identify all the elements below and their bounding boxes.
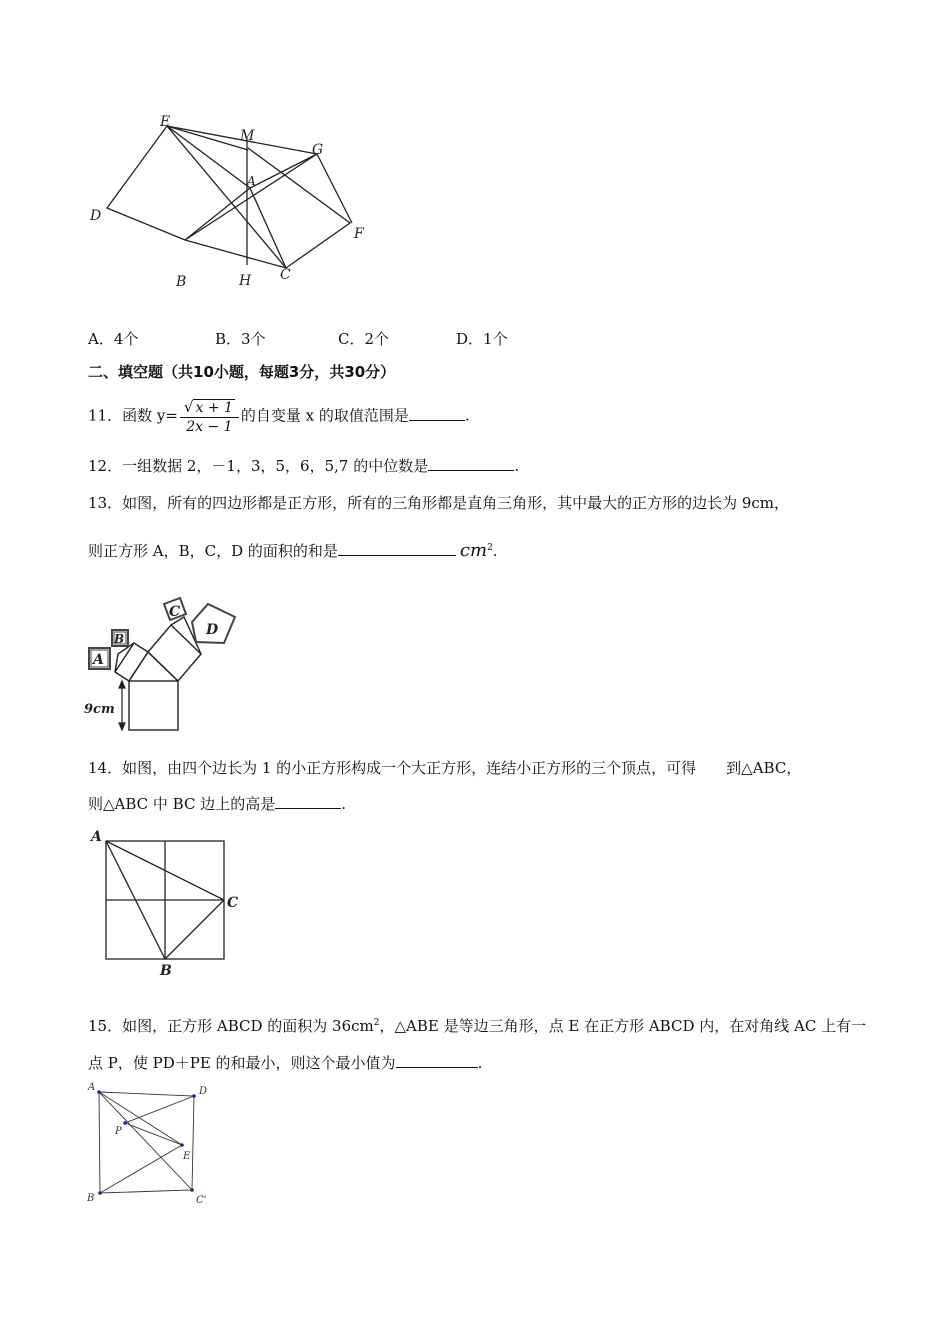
question-14-line1: 14．如图，由四个边长为 1 的小正方形构成一个大正方形，连结小正方形的三个顶点，可得 到△ABC，	[88, 759, 802, 777]
q10-option-d: D．1个	[456, 330, 508, 348]
fig10-label-e: E	[160, 114, 171, 130]
fig15-label-p: P	[115, 1126, 122, 1137]
fig10-label-f: F	[354, 226, 364, 242]
q11-suffix: 的自变量 x 的取值范围是	[240, 406, 409, 425]
fig10-label-m: M	[240, 128, 255, 144]
fig15-label-c: C'	[196, 1195, 207, 1206]
q11-answer-blank	[409, 405, 465, 421]
fig13-label-c: C	[169, 604, 181, 620]
question-15-line2	[88, 1052, 482, 1073]
question-14-line2	[88, 793, 346, 814]
q13-unit-sup: 2	[487, 543, 493, 553]
figure-q13-pythagoras-tree	[80, 592, 250, 737]
q15-answer-blank	[396, 1052, 478, 1068]
q13-line2-prefix: 则正方形 A，B，C，D 的面积的和是	[88, 542, 338, 560]
q12-text: 12．一组数据 2，－1，3，5，6，5,7 的中位数是	[88, 457, 429, 475]
fig15-label-a: A	[88, 1082, 96, 1093]
fig10-label-b: B	[176, 274, 187, 290]
fig13-label-a: A	[93, 652, 104, 668]
figure-q15-square-path	[82, 1078, 222, 1213]
q13-period: .	[492, 542, 498, 560]
q15-line1-sup: 2	[373, 1018, 380, 1028]
q12-answer-blank	[428, 455, 514, 471]
q11-fraction: $\frac{√ x + 1}{2x - 1}$	[180, 398, 239, 435]
q15-line2-text: 点 P，使 PD＋PE 的和最小，则这个最小值为	[88, 1054, 396, 1072]
fig14-label-a: A	[91, 829, 102, 845]
q11-prefix: 11．函数 y=	[88, 406, 178, 425]
q11-denominator: 2x − 1	[186, 419, 233, 435]
q15-line1-b: ，△ABE 是等边三角形，点 E 在正方形 ABCD 内，在对角线 AC 上有一	[379, 1017, 867, 1035]
fig15-label-b: B	[87, 1193, 95, 1204]
fig10-label-c: C	[280, 267, 291, 283]
question-13-line1: 13．如图，所有的四边形都是正方形，所有的三角形都是直角三角形，其中最大的正方形的边长为 9cm，	[88, 494, 790, 512]
question-15-line1	[88, 1015, 866, 1036]
q11-numerator: x + 1	[195, 400, 233, 416]
q10-option-b: B．3个	[215, 330, 266, 348]
section-2-title: 二、填空题（共10小题，每题3分，共30分）	[88, 363, 396, 381]
fig15-label-e: E	[183, 1151, 191, 1162]
fig10-label-d: D	[90, 208, 102, 224]
q15-line1-a: 15．如图，正方形 ABCD 的面积为 36cm	[88, 1017, 374, 1035]
q11-period: .	[464, 406, 470, 425]
fig15-label-d: D	[199, 1086, 208, 1097]
fig13-label-d: D	[206, 622, 219, 638]
question-12	[88, 455, 519, 476]
q12-period: .	[514, 457, 519, 475]
q14-answer-blank	[275, 793, 341, 809]
fig13-label-b: B	[114, 632, 125, 646]
figure-q14-grid-triangle	[88, 825, 248, 980]
fig10-label-g: G	[312, 142, 324, 158]
fig14-label-b: B	[160, 963, 172, 979]
q10-option-c: C．2个	[338, 330, 390, 348]
q13-unit: cm	[459, 540, 488, 561]
q10-option-a: A．4个	[88, 330, 139, 348]
fig13-label-9cm: 9cm	[84, 702, 115, 717]
figure-q10-squares	[80, 108, 380, 308]
fig10-label-h: H	[239, 273, 252, 289]
fig10-label-a: A	[247, 174, 256, 188]
fig14-label-c: C	[227, 895, 239, 911]
q14-line2-text: 则△ABC 中 BC 边上的高是	[88, 795, 276, 813]
question-13-line2	[88, 540, 498, 561]
question-11	[88, 398, 470, 435]
q15-period: .	[477, 1054, 483, 1072]
q14-period: .	[341, 795, 347, 813]
q13-answer-blank	[338, 540, 456, 556]
